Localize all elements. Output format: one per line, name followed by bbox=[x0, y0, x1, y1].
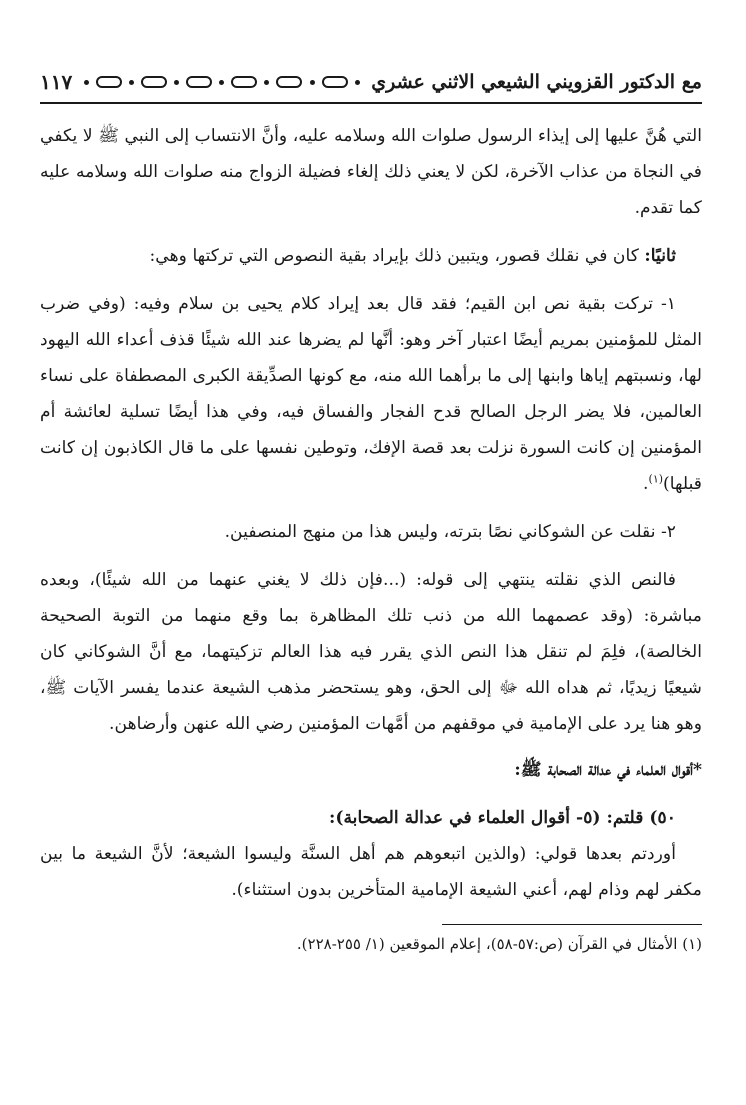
paragraph-5: فالنص الذي نقلته ينتهي إلى قوله: (...فإن ذلك لا يغني عنهما من الله شيئًا)، وبعده مباشرة: (وقد عصمهما الله من ذنب تلك المظاهرة بما وقع منهما من التوبة الصحيحة الخالصة)، فلِمَ لم تنقل هذا النص الذي يقرر فيه هذا العالم تزكيتهما، مع أنَّ الشوكاني كان شيعيًا زيديًا، ثم هداه الله ﷻ إلى الحق، وهو يستحضر مذهب الشيعة عندما يفسر الآيات ﷺ، وهو هنا يرد على الإمامية في موقفهم من أمَّهات المؤمنين رضي الله عنهن وأرضاهن. bbox=[40, 570, 702, 734]
paragraph-2-label: ثانيًا: bbox=[644, 246, 676, 266]
paragraph-3 bbox=[40, 286, 702, 502]
running-header bbox=[40, 62, 702, 104]
header-ornament bbox=[80, 74, 363, 90]
paragraph-3-text: ١- تركت بقية نص ابن القيم؛ فقد قال بعد إيراد كلام يحيى بن سلام وفيه: (وفي ضرب المثل للمؤمنين بمريم أيضًا اعتبار آخر وهو: أنَّها لم يضرها عند الله شيئًا قذف أعداء الله اليهود لها، ونسبتهم إياها وابنها إلى ما برأهما الله منه، مع كونها الصدِّيقة الكبرى المصطفاة على نساء العالمين، فلا يضر الرجل الصالح قدح الفجار والفساق فيه، وفي هذا أيضًا تسلية لعائشة أم المؤمنين إن كانت السورة نزلت بعد قصة الإفك، وتوطين نفسها على ما قال الكاذبون إن كانت قبلها) bbox=[40, 294, 702, 494]
page-number: ١١٧ bbox=[40, 70, 73, 94]
header-title: مع الدكتور القزويني الشيعي الاثني عشري bbox=[371, 71, 702, 93]
paragraph-7: أوردتم بعدها قولي: (والذين اتبعوهم هم أهل السنَّة وليسوا الشيعة؛ لأنَّ الشيعة ما بين مكفر لهم وذام لهم، أعني الشيعة الإمامية المتأخرين بدون استثناء). bbox=[40, 844, 702, 900]
footnote: (١) الأمثال في القرآن (ص:٥٧-٥٨)، إعلام الموقعين (١/ ٢٥٥-٢٢٨). bbox=[296, 935, 702, 953]
paragraph-2-text: كان في نقلك قصور، ويتبين ذلك بإيراد بقية النصوص التي تركتها وهي: bbox=[149, 246, 639, 266]
book-page bbox=[40, 62, 702, 957]
paragraph-1: التي هُنَّ عليها إلى إيذاء الرسول صلوات الله وسلامه عليه، وأنَّ الانتساب إلى النبي ﷺ لا يكفي في النجاة من عذاب الآخرة، لكن لا يعني ذلك إلغاء فضيلة الزواج منه صلوات الله وسلامه عليه كما تقدم. bbox=[40, 126, 702, 218]
footnote-reference[interactable]: (١) bbox=[648, 472, 664, 486]
paragraph-6: ٥٠) قلتم: (٥- أقوال العلماء في عدالة الصحابة): bbox=[328, 808, 676, 828]
paragraph-4: ٢- نقلت عن الشوكاني نصًا بترته، وليس هذا من منهج المنصفين. bbox=[224, 522, 676, 542]
paragraph-3-end: . bbox=[643, 474, 649, 494]
section-heading: *أقوال العلماء في عدالة الصحابة ﷺ: bbox=[514, 760, 702, 780]
footnote-divider bbox=[442, 924, 702, 925]
paragraph-2 bbox=[40, 238, 702, 274]
